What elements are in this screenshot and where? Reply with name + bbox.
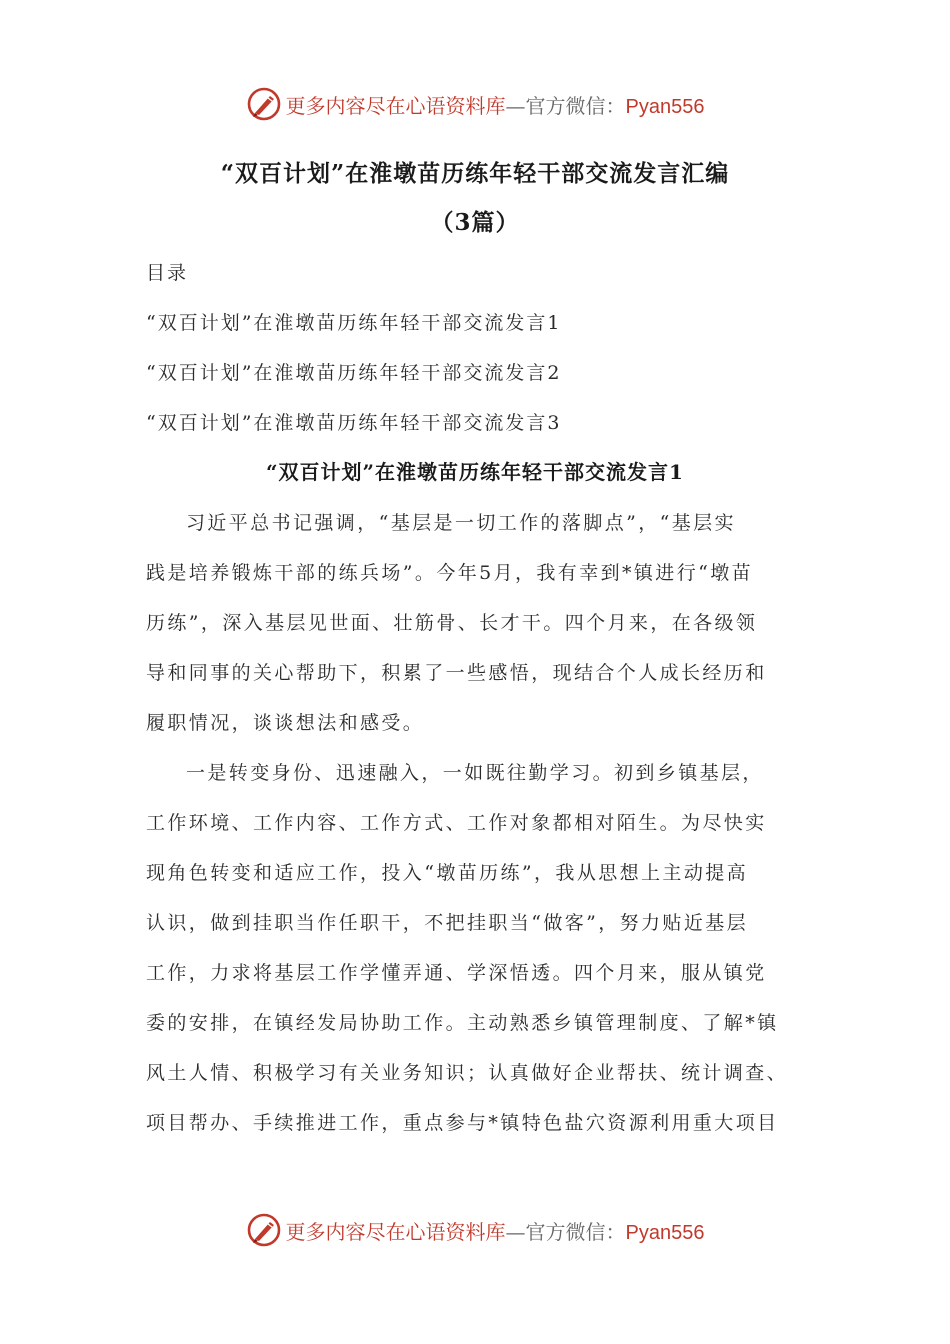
banner-dash: — xyxy=(505,1219,526,1244)
pen-logo-icon xyxy=(246,86,282,122)
banner-wechat-id: Pyan556 xyxy=(625,95,705,118)
document-title-count: （3篇） xyxy=(430,209,520,236)
body-line: 工作环境、工作内容、工作方式、工作对象都相对陌生。为尽快实 xyxy=(146,812,767,834)
body-line: 历练”，深入基层见世面、壮筋骨、长才干。四个月来，在各级领 xyxy=(146,612,758,634)
body-line: 践是培养锻炼干部的练兵场”。今年5月，我有幸到*镇进行“墩苗 xyxy=(146,562,754,584)
header-banner xyxy=(0,84,950,124)
body-line: 风土人情、积极学习有关业务知识；认真做好企业帮扶、统计调查、 xyxy=(146,1062,789,1084)
banner-wechat-id: Pyan556 xyxy=(625,1221,705,1244)
banner-wechat-label: 官方微信： xyxy=(525,93,626,118)
banner-site-text: 更多内容尽在心语资料库 xyxy=(285,1219,506,1244)
body-line: 现角色转变和适应工作，投入“墩苗历练”，我从思想上主动提高 xyxy=(146,862,749,884)
toc-item-2[interactable]: “双百计划”在淮墩苗历练年轻干部交流发言2 xyxy=(146,362,562,384)
footer-banner xyxy=(0,1210,950,1250)
body-line: 履职情况，谈谈想法和感受。 xyxy=(146,712,425,734)
banner-dash: — xyxy=(505,93,526,118)
body-line: 项目帮办、手续推进工作，重点参与*镇特色盐穴资源利用重大项目 xyxy=(146,1112,779,1134)
section-heading: “双百计划”在淮墩苗历练年轻干部交流发言1 xyxy=(266,460,684,484)
banner-site-text: 更多内容尽在心语资料库 xyxy=(285,93,506,118)
banner-wechat-label: 官方微信： xyxy=(525,1219,626,1244)
toc-item-3[interactable]: “双百计划”在淮墩苗历练年轻干部交流发言3 xyxy=(146,412,562,434)
body-line: 一是转变身份、迅速融入，一如既往勤学习。初到乡镇基层， xyxy=(186,762,764,784)
body-line: 习近平总书记强调，“基层是一切工作的落脚点”，“基层实 xyxy=(186,512,736,534)
toc-heading: 目录 xyxy=(146,262,189,284)
body-line: 工作，力求将基层工作学懂弄通、学深悟透。四个月来，服从镇党 xyxy=(146,962,767,984)
toc-item-1[interactable]: “双百计划”在淮墩苗历练年轻干部交流发言1 xyxy=(146,312,562,334)
document-title: “双百计划”在淮墩苗历练年轻干部交流发言汇编 xyxy=(220,160,730,187)
body-line: 导和同事的关心帮助下，积累了一些感悟，现结合个人成长经历和 xyxy=(146,662,767,684)
body-line: 委的安排，在镇经发局协助工作。主动熟悉乡镇管理制度、了解*镇 xyxy=(146,1012,779,1034)
pen-logo-icon xyxy=(246,1212,282,1248)
body-line: 认识，做到挂职当作任职干，不把挂职当“做客”，努力贴近基层 xyxy=(146,912,749,934)
